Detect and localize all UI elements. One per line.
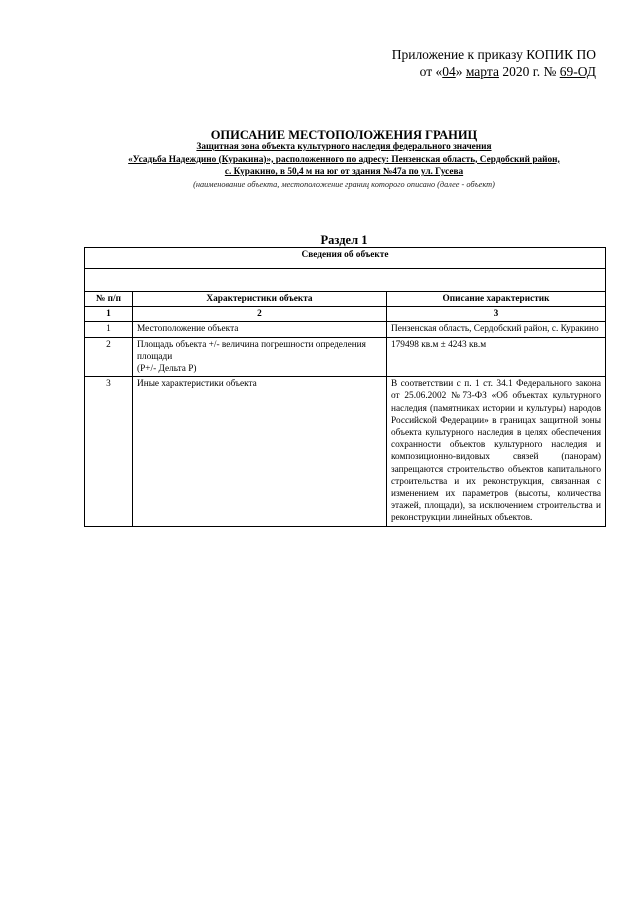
- col-number-3: 3: [387, 307, 606, 322]
- appendix-month: марта: [465, 64, 499, 79]
- appendix-line2: [392, 63, 596, 80]
- row-num: 1: [85, 322, 133, 337]
- row-num: 3: [85, 377, 133, 526]
- table-spacer-row: [85, 269, 606, 292]
- section-title: Раздел 1: [320, 233, 368, 247]
- appendix-day: 04: [442, 64, 456, 79]
- row-desc: Пензенская область, Сердобский район, с. Куракино: [387, 322, 606, 337]
- row-num: 2: [85, 337, 133, 377]
- row-desc: В соответствии с п. 1 ст. 34.1 Федерального закона от 25.06.2002 №73-ФЗ «Об объектах культурного наследия (памятниках истории и культуры) народов Российской Федерации» в границах защитной зоны объекта культурного наследия в целях обеспечения сохранности объектов культурного наследия и композиционно-видовых связей (панорам) запрещаются строительство объектов капитального строительства и их реконструкция, связанная с изменением их параметров (высоты, количества этажей, площади), за исключением строительства и реконструкции линейных объектов.: [387, 377, 606, 526]
- col-header-desc: Описание характеристик: [387, 292, 606, 307]
- subtitle-line-1: Защитная зона объекта культурного наследия федерального значения: [196, 142, 492, 152]
- col-number-1: 1: [85, 307, 133, 322]
- table-header-row: [85, 292, 606, 307]
- table-row: [85, 322, 606, 337]
- object-info-table: [84, 247, 606, 527]
- appendix-close-quote: »: [455, 64, 466, 79]
- table-row: [85, 377, 606, 526]
- appendix-from: от «: [419, 64, 443, 79]
- row-name: Местоположение объекта: [133, 322, 387, 337]
- table-row: [85, 337, 606, 377]
- document-title: ОПИСАНИЕ МЕСТОПОЛОЖЕНИЯ ГРАНИЦ: [210, 128, 478, 142]
- appendix-line1: Приложение к приказу КОПИК ПО: [391, 47, 596, 62]
- appendix-year: 2020 г. №: [498, 64, 560, 79]
- table-colnum-row: [85, 307, 606, 322]
- table-title-row: [85, 248, 606, 269]
- table-title: Сведения об объекте: [85, 248, 606, 269]
- col-header-name: Характеристики объекта: [133, 292, 387, 307]
- col-number-2: 2: [133, 307, 387, 322]
- subtitle-caption: (наименование объекта, местоположение границ которого описано (далее - объект): [193, 180, 495, 189]
- row-name: Площадь объекта +/- величина погрешности определения площади (Р+/- Дельта Р): [133, 337, 387, 377]
- row-desc: 179498 кв.м ± 4243 кв.м: [387, 337, 606, 377]
- row-name: Иные характеристики объекта: [133, 377, 387, 526]
- col-header-num: № п/п: [85, 292, 133, 307]
- appendix-number: 69-ОД: [559, 64, 596, 79]
- object-subtitle: [84, 141, 604, 179]
- subtitle-line-3: с. Куракино, в 50,4 м на юг от здания №47а по ул. Гусева: [224, 167, 464, 178]
- subtitle-line-2: «Усадьба Надеждино (Куракина)», расположенного по адресу: Пензенская область, Сердобский район,: [128, 154, 560, 165]
- appendix-note: [392, 46, 596, 80]
